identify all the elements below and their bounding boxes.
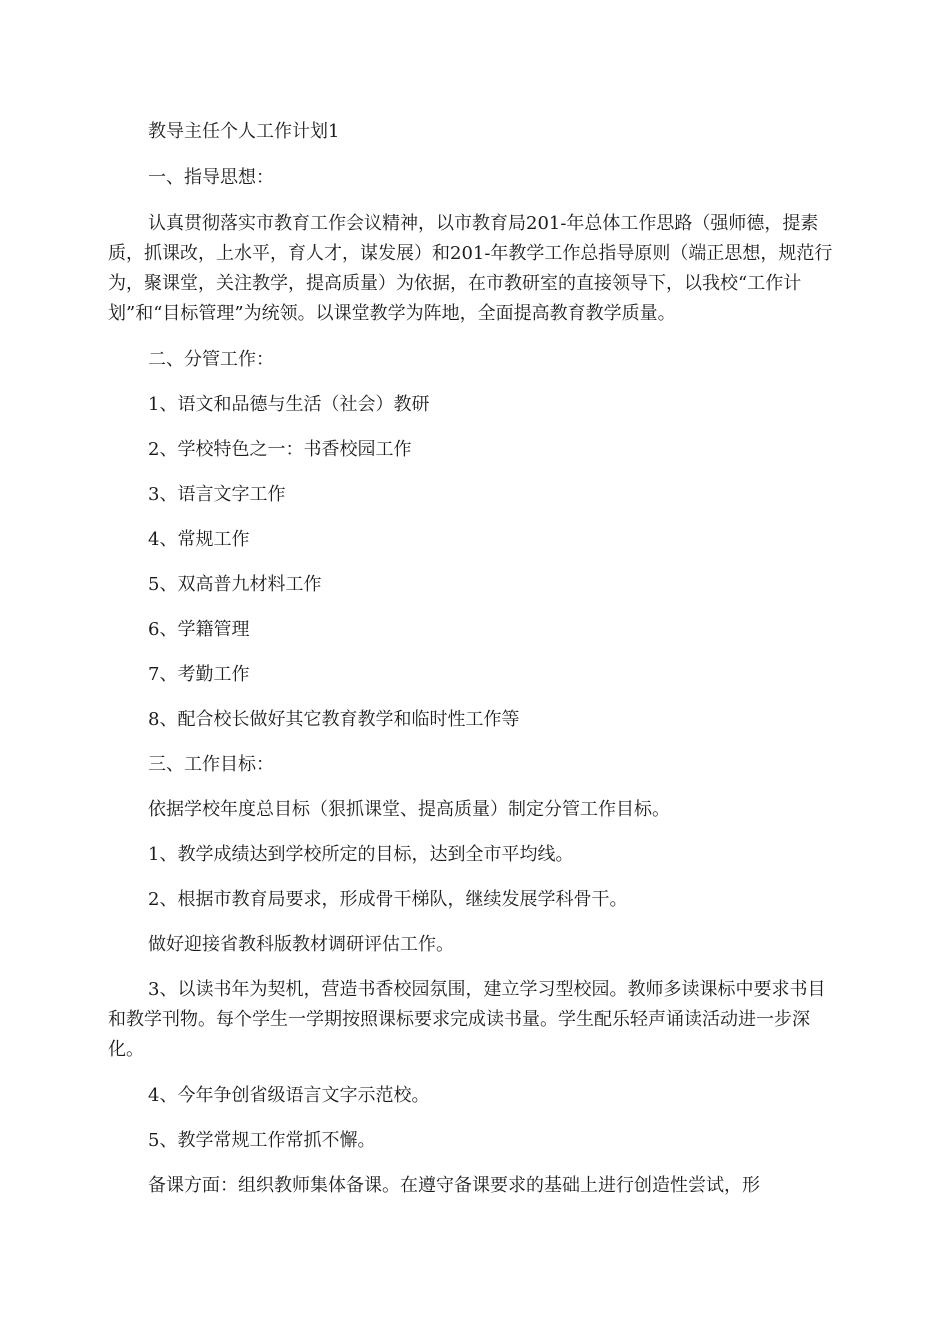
- list-item-responsibility-2: 2、学校特色之一：书香校园工作: [148, 439, 412, 460]
- list-item-goal-3: 3、以读书年为契机，营造书香校园氛围，建立学习型校园。教师多读课标中要求书目和教学刊物。每个学生一学期按照课标要求完成读书量。学生配乐轻声诵读活动进一步深化。: [108, 979, 826, 1060]
- list-item-responsibility-4: 4、常规工作: [148, 529, 250, 550]
- list-item-goal-2: 2、根据市教育局要求，形成骨干梯队，继续发展学科骨干。: [148, 889, 628, 910]
- document-title: 教导主任个人工作计划1: [148, 121, 340, 142]
- section-heading-responsibilities: 二、分管工作：: [148, 349, 274, 370]
- paragraph-guiding-ideology: 认真贯彻落实市教育工作会议精神，以市教育局201-年总体工作思路（强师德，提素质，抓课改，上水平，育人才，谋发展）和201-年教学工作总指导原则（端正思想，规范行为，聚课堂，关注教学，提高质量）为依据，在市教研室的直接领导下，以我校“工作计划”和“目标管理”为统领。以课堂教学为阵地，全面提高教育教学质量。: [108, 213, 833, 324]
- list-item-responsibility-8: 8、配合校长做好其它教育教学和临时性工作等: [148, 709, 520, 730]
- list-item-goal-5: 5、教学常规工作常抓不懈。: [148, 1130, 376, 1151]
- document-body: [108, 117, 840, 1201]
- list-item-responsibility-1: 1、语文和品德与生活（社会）教研: [148, 394, 430, 415]
- section-heading-goals: 三、工作目标：: [148, 754, 274, 775]
- list-item-responsibility-5: 5、双高普九材料工作: [148, 574, 322, 595]
- paragraph-lesson-prep: 备课方面：组织教师集体备课。在遵守备课要求的基础上进行创造性尝试，形: [148, 1175, 760, 1196]
- list-item-goal-1: 1、教学成绩达到学校所定的目标，达到全市平均线。: [148, 844, 574, 865]
- section-heading-guiding-ideology: 一、指导思想：: [148, 167, 274, 188]
- list-item-responsibility-6: 6、学籍管理: [148, 619, 250, 640]
- paragraph-evaluation: 做好迎接省教科版教材调研评估工作。: [148, 934, 454, 955]
- list-item-responsibility-3: 3、语言文字工作: [148, 484, 286, 505]
- list-item-responsibility-7: 7、考勤工作: [148, 664, 250, 685]
- paragraph-goals-intro: 依据学校年度总目标（狠抓课堂、提高质量）制定分管工作目标。: [148, 799, 670, 820]
- list-item-goal-4: 4、今年争创省级语言文字示范校。: [148, 1085, 430, 1106]
